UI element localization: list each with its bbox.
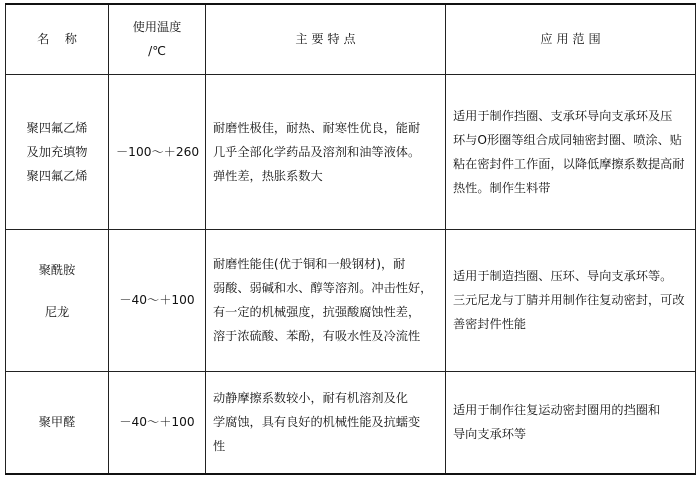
materials-table (5, 3, 696, 475)
application-range (446, 371, 696, 474)
material-name-line: 聚甲醛 (38, 415, 76, 430)
range-line: 导向支承环等 (453, 427, 527, 442)
material-name (6, 229, 109, 371)
header-features: 主 要 特 点 (206, 4, 446, 74)
material-name-line: 聚四氟乙烯 (26, 168, 88, 183)
range-line: 适用于制作挡圈、支承环导向支承环及压 (453, 108, 673, 123)
material-name-line: 聚酰胺 (38, 263, 76, 277)
feature-line: 弱酸、弱碱和水、醇等溶剂。冲击性好， (213, 281, 433, 295)
range-line: 适用于制造挡圈、压环、导向支承环等。 (453, 269, 673, 283)
range-line: 热性。制作生料带 (453, 180, 551, 195)
temperature-range: －40～＋100 (109, 371, 206, 474)
feature-line: 学腐蚀，具有良好的机械性能及抗蠕变 (213, 415, 421, 430)
header-temperature-unit: /℃ (148, 44, 166, 59)
range-line: 善密封件性能 (453, 317, 527, 331)
feature-line: 溶于浓硫酸、苯酚，有吸水性及冷流性 (213, 329, 421, 343)
header-row (6, 4, 696, 74)
application-range (446, 74, 696, 229)
range-line: 三元尼龙与丁腈并用制作往复动密封，可改 (453, 293, 685, 307)
temperature-range: －100～＋260 (109, 74, 206, 229)
range-line: 适用于制作往复运动密封圈用的挡圈和 (453, 403, 661, 418)
range-line: 环与O形圈等组合成同轴密封圈、喷涂、贴 (453, 132, 682, 147)
main-features (206, 229, 446, 371)
feature-line: 有一定的机械强度，抗强酸腐蚀性差， (213, 305, 421, 319)
header-name: 名 称 (6, 4, 109, 74)
table-row (6, 371, 696, 474)
feature-line: 几乎全部化学药品及溶剂和油等液体。 (213, 144, 421, 159)
header-temperature-line1: 使用温度 (132, 20, 182, 35)
material-name (6, 74, 109, 229)
feature-line: 动静摩擦系数较小，耐有机溶剂及化 (213, 391, 408, 406)
main-features (206, 371, 446, 474)
feature-line: 耐磨性能佳(优于铜和一般钢材)，耐 (213, 257, 406, 271)
material-name-line: 尼龙 (44, 305, 70, 319)
feature-line: 耐磨性极佳，耐热、耐寒性优良，能耐 (213, 120, 421, 135)
temperature-range: －40～＋100 (109, 229, 206, 371)
table-row (6, 74, 696, 229)
header-temperature (109, 4, 206, 74)
material-name-line: 及加充填物 (26, 144, 88, 159)
application-range (446, 229, 696, 371)
material-name-line: 聚四氟乙烯 (26, 120, 88, 135)
material-name (6, 371, 109, 474)
feature-line: 性 (213, 439, 226, 454)
feature-line: 弹性差，热胀系数大 (213, 168, 323, 183)
header-range: 应 用 范 围 (446, 4, 696, 74)
main-features (206, 74, 446, 229)
table-row (6, 229, 696, 371)
materials-table-sheet (5, 3, 695, 473)
range-line: 粘在密封件工作面，以降低摩擦系数提高耐 (453, 156, 685, 171)
